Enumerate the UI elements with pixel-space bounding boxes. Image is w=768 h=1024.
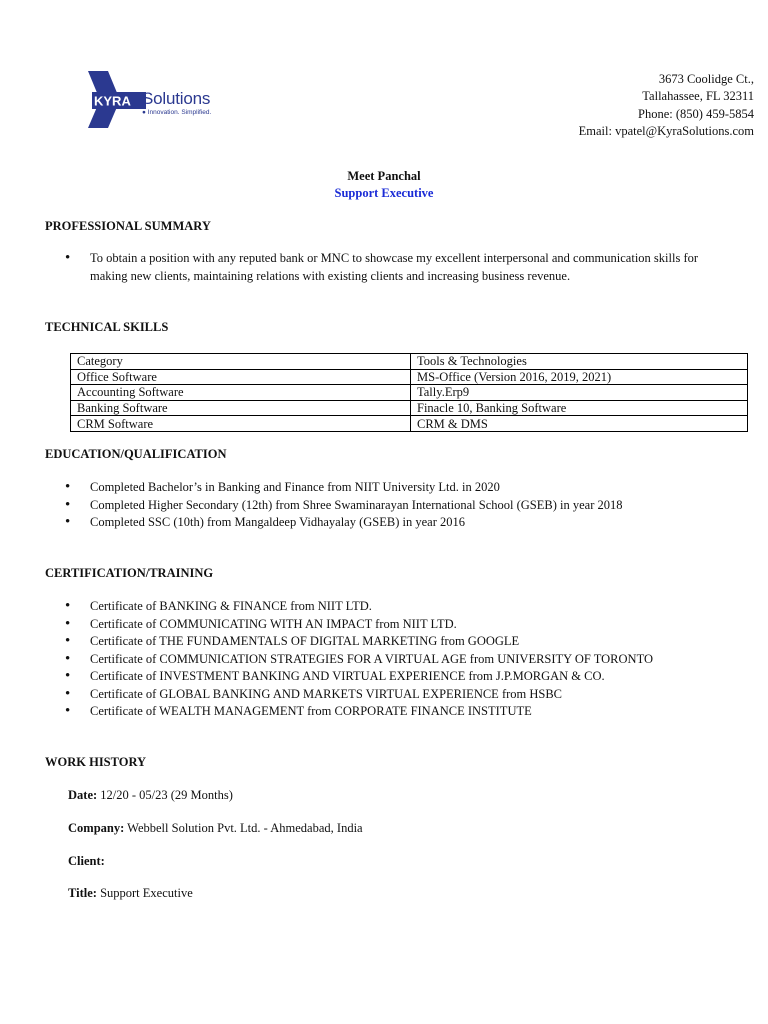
logo-name: Solutions: [142, 89, 211, 108]
table-row: [71, 369, 748, 385]
address-street: 3673 Coolidge Ct.,: [658, 72, 754, 86]
work-title-value: Support Executive: [96, 886, 193, 900]
table-row: [71, 385, 748, 401]
list-item: • Completed SSC (10th) from Mangaldeep Vidhayalay (GSEB) in year 2016: [45, 514, 725, 532]
table-cell: MS-Office (Version 2016, 2019, 2021): [411, 369, 748, 385]
work-heading: WORK HISTORY: [45, 755, 147, 769]
table-row: [71, 400, 748, 416]
list-item: • Completed Bachelor’s in Banking and Finance from NIIT University Ltd. in 2020: [45, 479, 725, 497]
address-phone: Phone: (850) 459-5854: [638, 106, 754, 121]
list-item: • Certificate of THE FUNDAMENTALS OF DIGITAL MARKETING from GOOGLE: [45, 633, 725, 651]
work-title: [68, 886, 193, 901]
list-item: • Certificate of GLOBAL BANKING AND MARKETS VIRTUAL EXPERIENCE from HSBC: [45, 686, 725, 704]
work-client-label: Client:: [68, 854, 105, 868]
table-cell: Category: [71, 354, 411, 370]
list-item: • Certificate of BANKING & FINANCE from NIIT LTD.: [45, 598, 725, 616]
list-item: • Certificate of WEALTH MANAGEMENT from CORPORATE FINANCE INSTITUTE: [45, 703, 725, 721]
work-date-value: 12/20 - 05/23 (29 Months): [97, 788, 233, 802]
candidate-role: Support Executive: [334, 186, 434, 200]
list-item: • Completed Higher Secondary (12th) from Shree Swaminarayan International School (GSEB) in year 2018: [45, 497, 725, 515]
list-item: • Certificate of COMMUNICATING WITH AN IMPACT from NIIT LTD.: [45, 616, 725, 634]
table-cell: Accounting Software: [71, 385, 411, 401]
certification-heading: CERTIFICATION/TRAINING: [45, 566, 214, 580]
skills-heading: TECHNICAL SKILLS: [45, 320, 169, 334]
education-list: [45, 479, 725, 532]
certification-list: [45, 598, 725, 721]
work-company-value: Webbell Solution Pvt. Ltd. - Ahmedabad, India: [124, 821, 363, 835]
table-cell: CRM Software: [71, 416, 411, 432]
list-item: • Certificate of COMMUNICATION STRATEGIES FOR A VIRTUAL AGE from UNIVERSITY OF TORONTO: [45, 651, 725, 669]
table-cell: Banking Software: [71, 400, 411, 416]
candidate-name: Meet Panchal: [347, 169, 421, 183]
table-cell: Tools & Technologies: [411, 354, 748, 370]
address-city: Tallahassee, FL 32311: [642, 89, 754, 104]
table-cell: Office Software: [71, 369, 411, 385]
company-address: [579, 71, 754, 140]
table-cell: CRM & DMS: [411, 416, 748, 432]
logo-tagline: ● Innovation. Simplified.: [142, 109, 212, 116]
address-email: Email: vpatel@KyraSolutions.com: [578, 123, 754, 138]
summary-list: [45, 250, 725, 285]
work-company: [68, 821, 363, 836]
work-date: [68, 788, 233, 803]
table-header-row: [71, 354, 748, 370]
list-item: • To obtain a position with any reputed bank or MNC to showcase my excellent interpersonal and communication skills for making new clients, maintaining relations with existing clients and increasing business revenue.: [45, 250, 725, 285]
table-cell: Finacle 10, Banking Software: [411, 400, 748, 416]
education-heading: EDUCATION/QUALIFICATION: [45, 447, 227, 461]
work-client: [68, 854, 105, 869]
summary-heading: PROFESSIONAL SUMMARY: [45, 219, 211, 233]
table-row: [71, 416, 748, 432]
skills-table: [70, 353, 748, 432]
work-date-label: Date:: [68, 788, 98, 802]
list-item: • Certificate of INVESTMENT BANKING AND VIRTUAL EXPERIENCE from J.P.MORGAN & CO.: [45, 668, 725, 686]
work-title-label: Title:: [68, 886, 97, 900]
table-cell: Tally.Erp9: [411, 385, 748, 401]
logo-letters: KYRA: [94, 93, 131, 109]
work-company-label: Company:: [68, 821, 125, 835]
